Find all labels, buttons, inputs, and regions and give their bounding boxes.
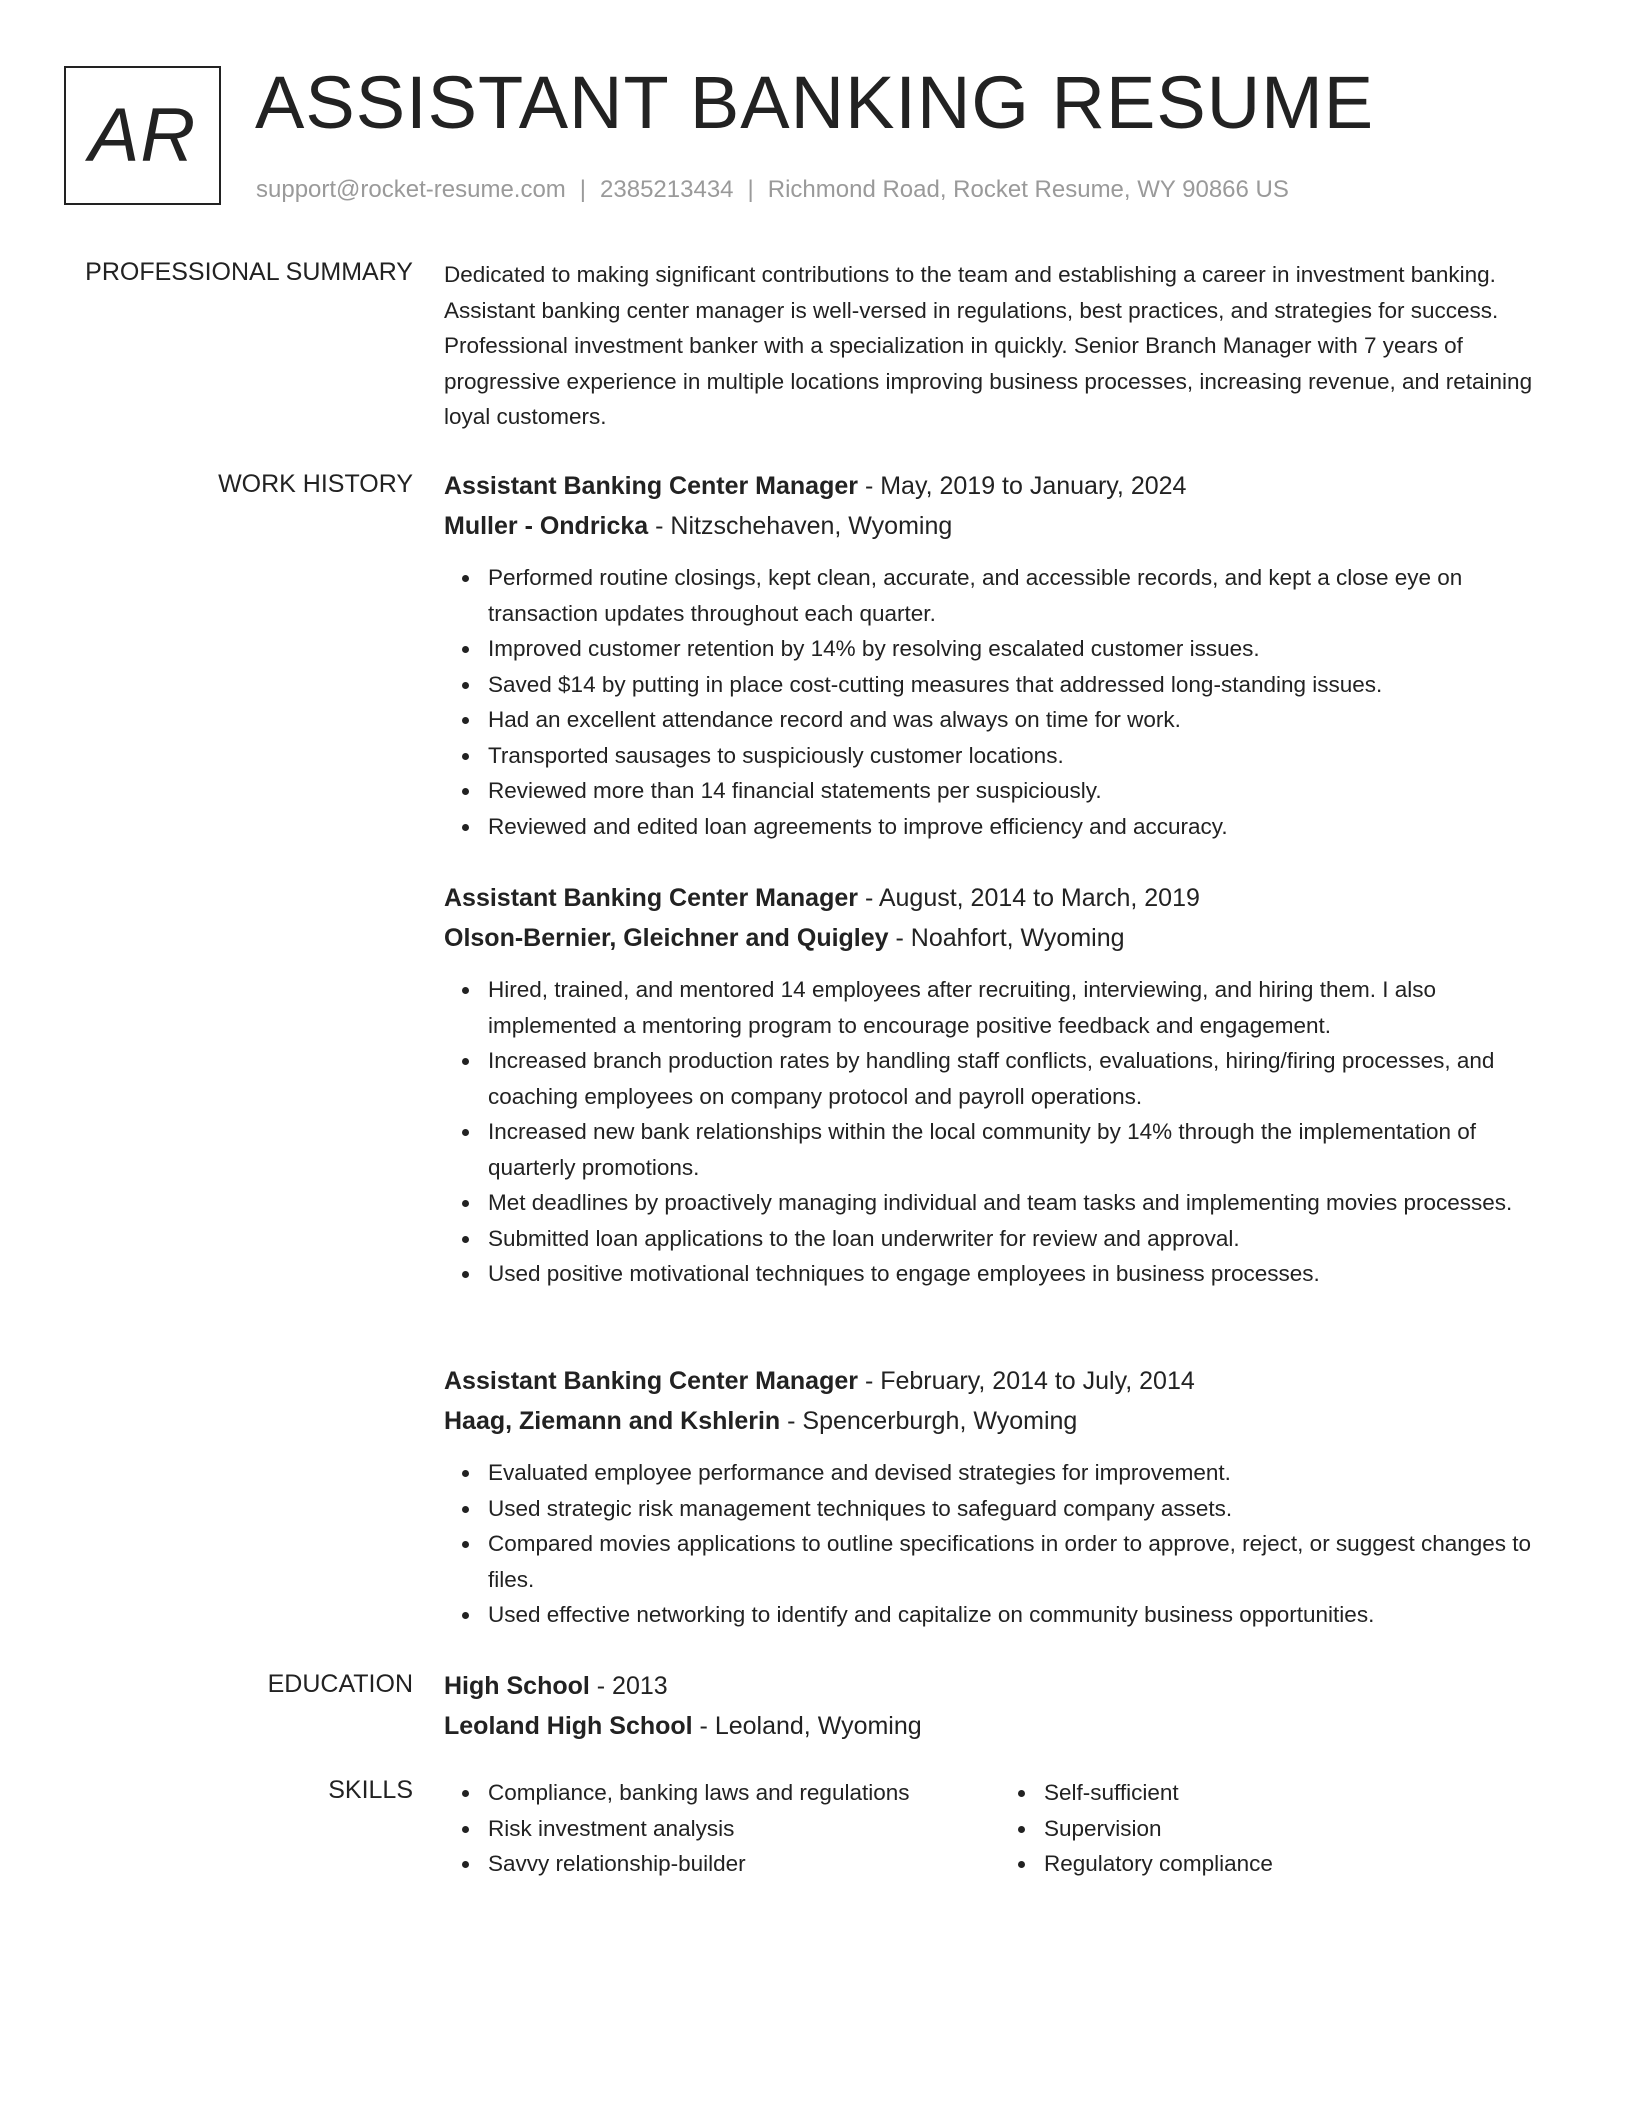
job-location: - Noahfort, Wyoming xyxy=(888,924,1125,952)
job-bullets xyxy=(444,1455,1556,1633)
separator: | xyxy=(579,176,587,203)
skill-item: Compliance, banking laws and regulations xyxy=(488,1775,1000,1811)
job-entry xyxy=(444,878,1556,1292)
job-dates: - February, 2014 to July, 2014 xyxy=(858,1367,1195,1395)
skills-list xyxy=(444,1775,1556,1882)
list-item: Transported sausages to suspiciously customer locations. xyxy=(488,738,1556,774)
list-item: Increased new bank relationships within the local community by 14% through the implementation of quarterly promotions. xyxy=(488,1114,1556,1185)
job-title-line xyxy=(444,1361,1556,1401)
job-title: Assistant Banking Center Manager xyxy=(444,1367,858,1395)
job-bullets xyxy=(444,972,1556,1292)
job-title: Assistant Banking Center Manager xyxy=(444,472,858,500)
list-item: Compared movies applications to outline specifications in order to approve, reject, or suggest changes to files. xyxy=(488,1526,1556,1597)
section-label-skills: SKILLS xyxy=(328,1776,413,1804)
job-company: Olson-Bernier, Gleichner and Quigley xyxy=(444,924,889,952)
contact-email[interactable]: support@rocket-resume.com xyxy=(256,176,566,203)
list-item: Improved customer retention by 14% by resolving escalated customer issues. xyxy=(488,631,1556,667)
list-item: Reviewed and edited loan agreements to improve efficiency and accuracy. xyxy=(488,809,1556,845)
list-item: Increased branch production rates by handling staff conflicts, evaluations, hiring/firing processes, and coaching employees on company protocol and payroll operations. xyxy=(488,1043,1556,1114)
section-label-education: EDUCATION xyxy=(267,1670,413,1698)
job-company-line xyxy=(444,506,1556,546)
section-label-summary: PROFESSIONAL SUMMARY xyxy=(85,258,413,286)
skills-column-right xyxy=(1000,1775,1556,1882)
education-year: - 2013 xyxy=(589,1672,668,1700)
education-entry xyxy=(444,1666,1556,1746)
skill-item: Risk investment analysis xyxy=(488,1811,1000,1847)
education-school-line xyxy=(444,1706,1556,1746)
education-degree: High School xyxy=(444,1672,590,1700)
education-school: Leoland High School xyxy=(444,1712,693,1740)
job-bullets xyxy=(444,560,1556,844)
job-entry xyxy=(444,1361,1556,1633)
separator: | xyxy=(747,176,754,203)
contact-phone[interactable]: 2385213434 xyxy=(600,176,734,203)
job-location: - Nitzschehaven, Wyoming xyxy=(648,512,953,540)
list-item: Used effective networking to identify and capitalize on community business opportunities. xyxy=(488,1597,1556,1633)
skill-item: Self-sufficient xyxy=(1044,1775,1556,1811)
job-dates: - May, 2019 to January, 2024 xyxy=(858,472,1187,500)
job-title-line xyxy=(444,466,1556,506)
resume-title: ASSISTANT BANKING RESUME xyxy=(255,61,1375,144)
list-item: Evaluated employee performance and devised strategies for improvement. xyxy=(488,1455,1556,1491)
skill-item: Savvy relationship-builder xyxy=(488,1846,1000,1882)
list-item: Saved $14 by putting in place cost-cutting measures that addressed long-standing issues. xyxy=(488,667,1556,703)
job-company: Haag, Ziemann and Kshlerin xyxy=(444,1407,781,1435)
list-item: Used strategic risk management techniques to safeguard company assets. xyxy=(488,1491,1556,1527)
job-company: Muller - Ondricka xyxy=(444,512,649,540)
list-item: Had an excellent attendance record and was always on time for work. xyxy=(488,702,1556,738)
education-location: - Leoland, Wyoming xyxy=(692,1712,922,1740)
list-item: Performed routine closings, kept clean, accurate, and accessible records, and kept a close eye on transaction updates throughout each quarter. xyxy=(488,560,1556,631)
job-dates: - August, 2014 to March, 2019 xyxy=(858,884,1200,912)
job-title: Assistant Banking Center Manager xyxy=(444,884,858,912)
education-degree-line xyxy=(444,1666,1556,1706)
summary-text: Dedicated to making significant contributions to the team and establishing a career in investment banking. Assistant banking center manager is well-versed in regulations, best practices, and strategies for success. Professional investment banker with a specialization in quickly. Senior Branch Manager with 7 years of progressive experience in multiple locations improving business processes, increasing revenue, and retaining loyal customers. xyxy=(444,262,1533,429)
initials: AR xyxy=(88,93,197,178)
list-item: Reviewed more than 14 financial statements per suspiciously. xyxy=(488,773,1556,809)
list-item: Hired, trained, and mentored 14 employees after recruiting, interviewing, and hiring them. I also implemented a mentoring program to encourage positive feedback and engagement. xyxy=(488,972,1556,1043)
list-item: Met deadlines by proactively managing individual and team tasks and implementing movies processes. xyxy=(488,1185,1556,1221)
section-label-work-history: WORK HISTORY xyxy=(218,470,413,498)
job-title-line xyxy=(444,878,1556,918)
skill-item: Regulatory compliance xyxy=(1044,1846,1556,1882)
monogram-badge xyxy=(64,66,221,205)
job-company-line xyxy=(444,918,1556,958)
contact-address: Richmond Road, Rocket Resume, WY 90866 US xyxy=(767,176,1289,203)
list-item: Submitted loan applications to the loan underwriter for review and approval. xyxy=(488,1221,1556,1257)
list-item: Used positive motivational techniques to engage employees in business processes. xyxy=(488,1256,1556,1292)
job-entry xyxy=(444,466,1556,844)
job-company-line xyxy=(444,1401,1556,1441)
skill-item: Supervision xyxy=(1044,1811,1556,1847)
job-location: - Spencerburgh, Wyoming xyxy=(780,1407,1078,1435)
skills-column-left xyxy=(444,1775,1000,1882)
contact-line xyxy=(256,176,1289,204)
